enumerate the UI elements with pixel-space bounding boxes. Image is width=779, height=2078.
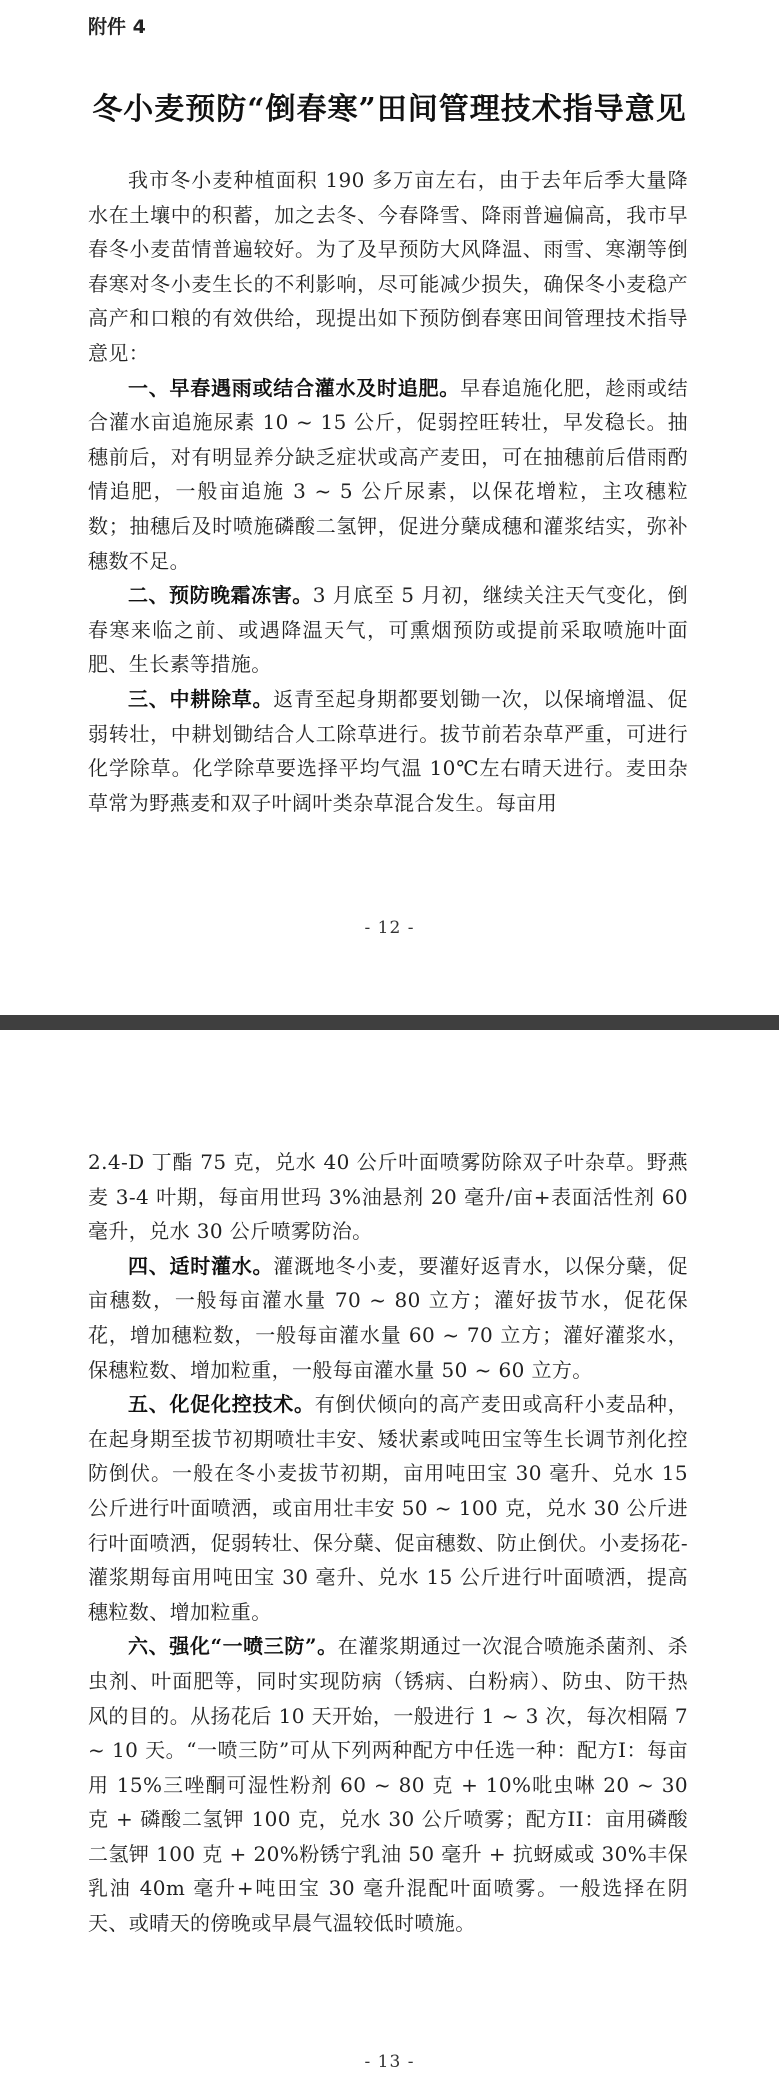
page-1-body xyxy=(88,163,688,820)
section-3-text: 返青至起身期都要划锄一次，以保墒增温、促弱转壮，中耕划锄结合人工除草进行。拔节前若杂草严重，可进行化学除草。化学除草要选择平均气温 10℃左右晴天进行。麦田杂草常为野燕麦和双子叶阔叶类杂草混合发生。每亩用 xyxy=(88,686,688,815)
section-5-paragraph xyxy=(88,1387,688,1629)
section-2-heading: 二、预防晚霜冻害。 xyxy=(128,583,313,608)
section-4-paragraph xyxy=(88,1249,688,1387)
section-1-paragraph xyxy=(88,371,688,579)
section-4-text: 灌溉地冬小麦，要灌好返青水，以保分蘖，促亩穗数，一般每亩灌水量 70 ~ 80 立方；灌好拔节水，促花保花，增加穗粒数，一般每亩灌水量 60 ~ 70 立方；灌好灌浆水，保穗粒数、增加粒重，一般每亩灌水量 50 ~ 60 立方。 xyxy=(88,1253,688,1382)
section-1-heading: 一、早春遇雨或结合灌水及时追肥。 xyxy=(128,375,461,400)
page-separator xyxy=(0,1015,779,1030)
page-number-13: - 13 - xyxy=(364,2052,415,2072)
section-6-paragraph xyxy=(88,1629,688,1940)
document-title: 冬小麦预防“倒春寒”田间管理技术指导意见 xyxy=(92,92,687,127)
section-6-text: 在灌浆期通过一次混合喷施杀菌剂、杀虫剂、叶面肥等，同时实现防病（锈病、白粉病）、防虫、防干热风的目的。从扬花后 10 天开始，一般进行 1 ~ 3 次，每次相隔 7 ~ 10 天。“一喷三防”可从下列两种配方中任选一种：配方I：每亩用 15%三唑酮可湿性粉剂 60 ~ 80 克 + 10%吡虫啉 20 ~ 30 克 + 磷酸二氢钾 100 克，兑水 30 公斤喷雾；配方II：亩用磷酸二氢钾 100 克 + 20%粉锈宁乳油 50 毫升 + 抗蚜威或 30%丰保乳油 40m 毫升+吨田宝 30 毫升混配叶面喷雾。一般选择在阴天、或晴天的傍晚或早晨气温较低时喷施。 xyxy=(88,1634,688,1936)
section-3-heading: 三、中耕除草。 xyxy=(128,686,274,711)
intro-paragraph: 我市冬小麦种植面积 190 多万亩左右，由于去年后季大量降水在土壤中的积蓄，加之去冬、今春降雪、降雨普遍偏高，我市早春冬小麦苗情普遍较好。为了及早预防大风降温、雨雪、寒潮等倒春寒对冬小麦生长的不利影响，尽可能减少损失，确保冬小麦稳产高产和口粮的有效供给，现提出如下预防倒春寒田间管理技术指导意见： xyxy=(88,168,688,365)
section-1-text: 早春追施化肥，趁雨或结合灌水亩追施尿素 10 ~ 15 公斤，促弱控旺转壮，早发稳长。抽穗前后，对有明显养分缺乏症状或高产麦田，可在抽穗前后借雨酌情追肥，一般亩追施 3 ~ 5 公斤尿素，以保花增粒，主攻穗粒数；抽穗后及时喷施磷酸二氢钾，促进分蘖成穗和灌浆结实，弥补穗数不足。 xyxy=(88,375,688,573)
section-6-heading: 六、强化“一喷三防”。 xyxy=(128,1634,338,1659)
page-number-12: - 12 - xyxy=(364,918,415,938)
section-2-text: 3 月底至 5 月初，继续关注天气变化，倒春寒来临之前、或遇降温天气，可熏烟预防或提前采取喷施叶面肥、生长素等措施。 xyxy=(88,583,688,677)
section-5-text: 有倒伏倾向的高产麦田或高秆小麦品种，在起身期至拔节初期喷壮丰安、矮状素或吨田宝等生长调节剂化控防倒伏。一般在冬小麦拔节初期，亩用吨田宝 30 毫升、兑水 15 公斤进行叶面喷洒，或亩用壮丰安 50 ~ 100 克，兑水 30 公斤进行叶面喷洒，促弱转壮、保分蘖、促亩穗数、防止倒伏。小麦扬花-灌浆期每亩用吨田宝 30 毫升、兑水 15 公斤进行叶面喷洒，提高穗粒数、增加粒重。 xyxy=(88,1392,688,1624)
section-2-paragraph xyxy=(88,578,688,682)
page-2-body xyxy=(88,1145,688,1941)
section-4-heading: 四、适时灌水。 xyxy=(128,1253,274,1278)
continuation-paragraph: 2.4-D 丁酯 75 克，兑水 40 公斤叶面喷雾防除双子叶杂草。野燕麦 3-4 叶期，每亩用世玛 3%油悬剂 20 毫升/亩+表面活性剂 60 毫升，兑水 30 公斤喷雾防治。 xyxy=(88,1150,688,1244)
section-5-heading: 五、化促化控技术。 xyxy=(128,1392,315,1417)
attachment-label: 附件 4 xyxy=(88,16,146,38)
section-3-paragraph xyxy=(88,682,688,820)
